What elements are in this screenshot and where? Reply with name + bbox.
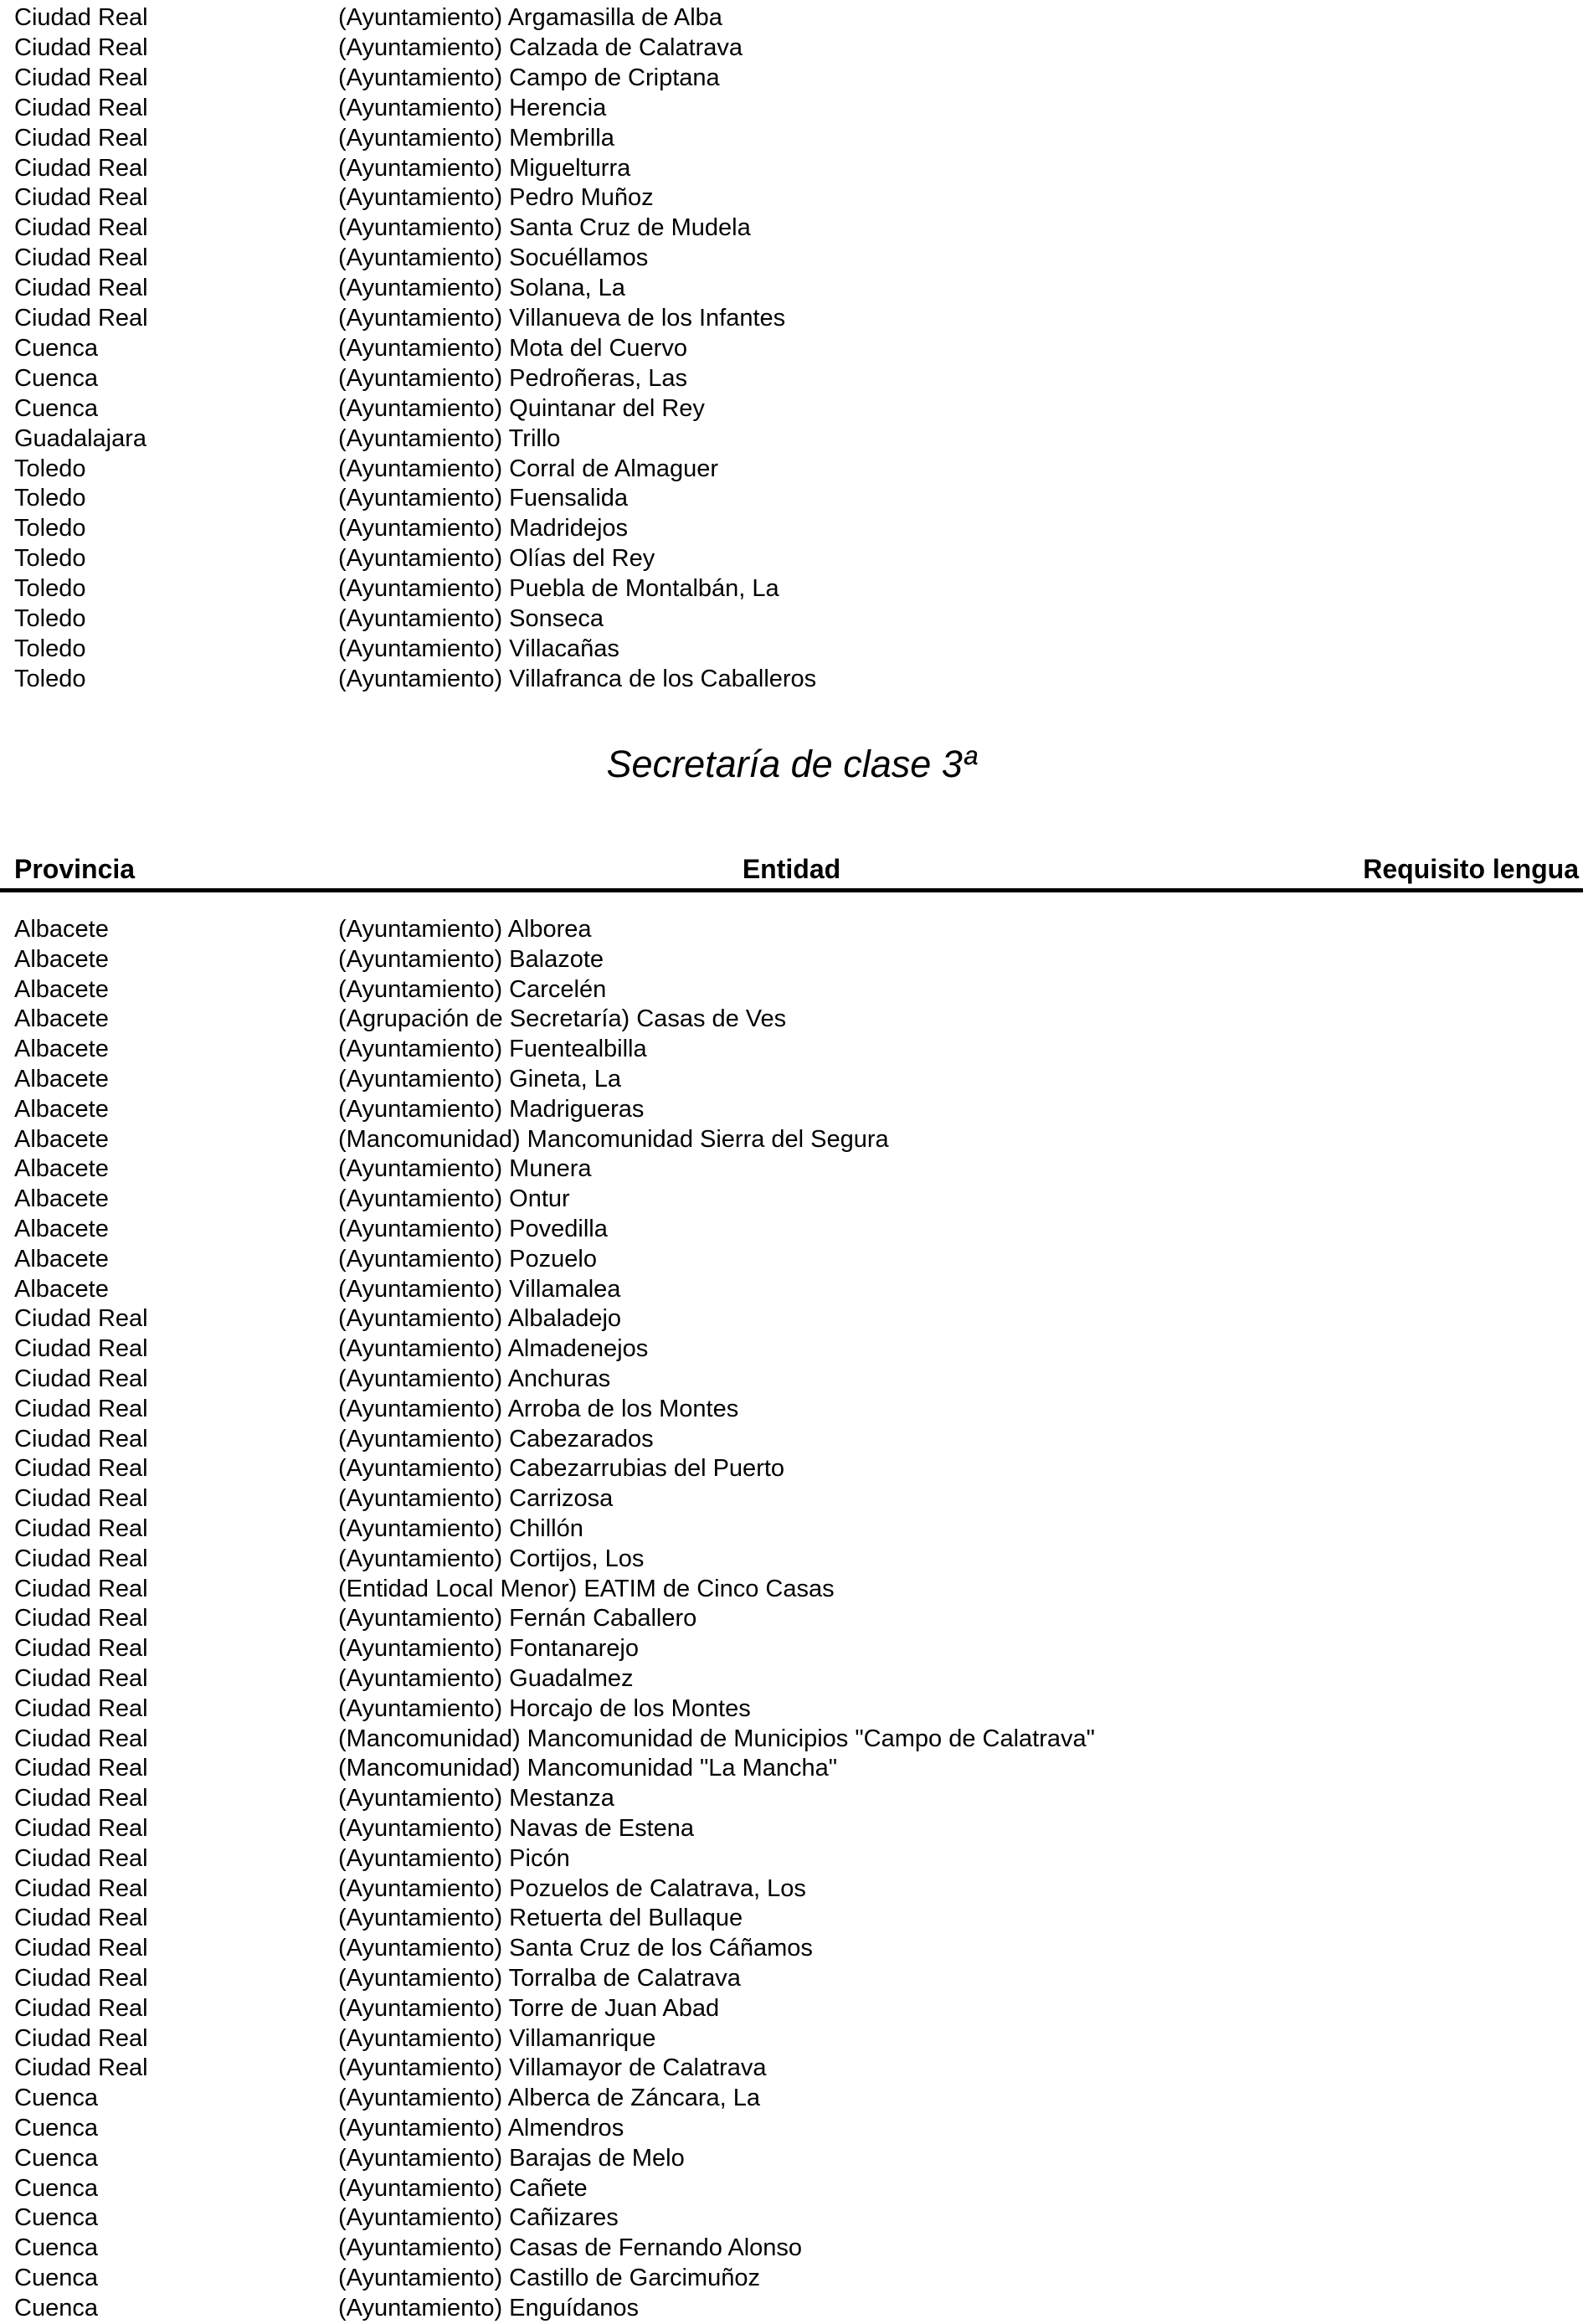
- table-row: [0, 273, 1583, 303]
- provincia-cell: Ciudad Real: [14, 1815, 148, 1842]
- provincia-cell: Cuenca: [14, 2265, 98, 2291]
- provincia-cell: Ciudad Real: [14, 1305, 148, 1333]
- table-row: [0, 303, 1583, 333]
- entidad-cell: (Ayuntamiento) Cabezarados: [338, 1425, 654, 1452]
- provincia-cell: Ciudad Real: [14, 1694, 148, 1722]
- entidad-cell: (Ayuntamiento) Solana, La: [338, 275, 625, 302]
- entidad-cell: (Ayuntamiento) Anchuras: [338, 1365, 611, 1392]
- table-row: [0, 1903, 1583, 1933]
- entidad-cell: (Ayuntamiento) Campo de Criptana: [338, 64, 720, 91]
- table-row: [0, 914, 1583, 944]
- table-row: [0, 33, 1583, 63]
- table-row: [0, 63, 1583, 93]
- table-row: [0, 2143, 1583, 2173]
- table-row: [0, 1274, 1583, 1304]
- entidad-cell: (Ayuntamiento) Sonseca: [338, 605, 604, 632]
- table-row: [0, 1094, 1583, 1124]
- provincia-cell: Albacete: [14, 1095, 109, 1123]
- table-row: [0, 393, 1583, 424]
- table-row: [0, 1453, 1583, 1483]
- table-row: [0, 1874, 1583, 1904]
- provincia-cell: Ciudad Real: [14, 1844, 148, 1872]
- provincia-cell: Ciudad Real: [14, 1575, 148, 1602]
- entidad-cell: (Ayuntamiento) Pozuelos de Calatrava, Los: [338, 1874, 806, 1902]
- entidad-cell: (Ayuntamiento) Trillo: [338, 424, 561, 452]
- table-row: [0, 604, 1583, 634]
- entidad-cell: (Ayuntamiento) Pozuelo: [338, 1245, 597, 1273]
- provincia-cell: Ciudad Real: [14, 124, 148, 152]
- entidad-cell: (Ayuntamiento) Picón: [338, 1844, 570, 1872]
- entidad-cell: (Ayuntamiento) Santa Cruz de Mudela: [338, 214, 751, 242]
- provincia-cell: Toledo: [14, 605, 86, 632]
- provincia-cell: Ciudad Real: [14, 1605, 148, 1632]
- table-row: [0, 2203, 1583, 2233]
- entidad-cell: (Ayuntamiento) Villanueva de los Infantes: [338, 305, 786, 332]
- entidad-cell: (Ayuntamiento) Guadalmez: [338, 1665, 634, 1692]
- table-row: [0, 1364, 1583, 1394]
- provincia-cell: Ciudad Real: [14, 1335, 148, 1363]
- table-row: [0, 2233, 1583, 2263]
- provincia-cell: Ciudad Real: [14, 1994, 148, 2022]
- provincia-cell: Ciudad Real: [14, 1545, 148, 1572]
- provincia-cell: Ciudad Real: [14, 4, 148, 31]
- entidad-cell: (Ayuntamiento) Torre de Juan Abad: [338, 1994, 720, 2022]
- table-row: [0, 1244, 1583, 1274]
- entidad-cell: (Ayuntamiento) Cortijos, Los: [338, 1545, 645, 1572]
- provincia-cell: Ciudad Real: [14, 275, 148, 302]
- table-row: [0, 1184, 1583, 1214]
- entidad-cell: (Ayuntamiento) Villamanrique: [338, 2024, 656, 2052]
- table-row: [0, 1574, 1583, 1604]
- entidad-cell: (Ayuntamiento) Horcajo de los Montes: [338, 1694, 751, 1722]
- provincia-cell: Ciudad Real: [14, 2024, 148, 2052]
- entidad-cell: (Agrupación de Secretaría) Casas de Ves: [338, 1005, 787, 1033]
- entidad-cell: (Ayuntamiento) Barajas de Melo: [338, 2144, 685, 2172]
- table-row: [0, 333, 1583, 363]
- entidad-cell: (Ayuntamiento) Quintanar del Rey: [338, 394, 705, 422]
- entidad-cell: (Ayuntamiento) Alberca de Záncara, La: [338, 2085, 761, 2112]
- table-row: [0, 363, 1583, 393]
- table-row: [0, 2263, 1583, 2293]
- entidad-cell: (Ayuntamiento) Navas de Estena: [338, 1815, 695, 1842]
- entidad-cell: (Ayuntamiento) Balazote: [338, 945, 604, 973]
- provincia-cell: Cuenca: [14, 364, 98, 392]
- entidad-cell: (Ayuntamiento) Madrigueras: [338, 1095, 645, 1123]
- table-row: [0, 3, 1583, 33]
- table-row: [0, 153, 1583, 183]
- provincia-cell: Ciudad Real: [14, 1874, 148, 1902]
- provincia-cell: Ciudad Real: [14, 2054, 148, 2082]
- entidad-cell: (Ayuntamiento) Membrilla: [338, 124, 614, 152]
- table-row: [0, 664, 1583, 694]
- provincia-cell: Toledo: [14, 545, 86, 573]
- provincia-cell: Albacete: [14, 1275, 109, 1303]
- table-row: [0, 1034, 1583, 1064]
- entidad-cell: (Ayuntamiento) Munera: [338, 1155, 592, 1183]
- provincia-cell: Albacete: [14, 1036, 109, 1063]
- entidad-cell: (Ayuntamiento) Fernán Caballero: [338, 1605, 697, 1632]
- table-row: [0, 1154, 1583, 1184]
- provincia-cell: Albacete: [14, 1125, 109, 1153]
- entidad-cell: (Ayuntamiento) Villamayor de Calatrava: [338, 2054, 767, 2082]
- provincia-cell: Ciudad Real: [14, 214, 148, 242]
- entidad-cell: (Ayuntamiento) Casas de Fernando Alonso: [338, 2234, 803, 2262]
- entidad-cell: (Ayuntamiento) Almadenejos: [338, 1335, 649, 1363]
- provincia-cell: Ciudad Real: [14, 1485, 148, 1513]
- provincia-cell: Albacete: [14, 945, 109, 973]
- table-row: [0, 2173, 1583, 2203]
- provincia-cell: Ciudad Real: [14, 33, 148, 61]
- entidad-cell: (Ayuntamiento) Cabezarrubias del Puerto: [338, 1455, 785, 1483]
- provincia-cell: Ciudad Real: [14, 94, 148, 121]
- table-row: [0, 213, 1583, 243]
- provincia-cell: Ciudad Real: [14, 1365, 148, 1392]
- entidad-cell: (Ayuntamiento) Cañete: [338, 2174, 588, 2202]
- provincia-cell: Toledo: [14, 575, 86, 603]
- table-row: [0, 1663, 1583, 1694]
- table-row: [0, 2113, 1583, 2143]
- entidad-cell: (Ayuntamiento) Mota del Cuervo: [338, 334, 687, 362]
- table-row: [0, 2293, 1583, 2323]
- provincia-cell: Ciudad Real: [14, 305, 148, 332]
- table-row: [0, 1724, 1583, 1754]
- provincia-cell: Ciudad Real: [14, 1515, 148, 1542]
- table-row: [0, 634, 1583, 664]
- header-rule: [0, 888, 1583, 892]
- table-row: [0, 1064, 1583, 1094]
- provincia-cell: Ciudad Real: [14, 1725, 148, 1752]
- entidad-cell: (Ayuntamiento) Carrizosa: [338, 1485, 614, 1513]
- entidad-cell: (Ayuntamiento) Gineta, La: [338, 1066, 621, 1093]
- entidad-cell: (Ayuntamiento) Villacañas: [338, 635, 619, 662]
- table-row: [0, 974, 1583, 1005]
- provincia-cell: Ciudad Real: [14, 1635, 148, 1663]
- provincia-cell: Ciudad Real: [14, 64, 148, 91]
- table-row: [0, 543, 1583, 573]
- entidad-cell: (Mancomunidad) Mancomunidad "La Mancha": [338, 1755, 838, 1782]
- table-row: [0, 1633, 1583, 1663]
- entidad-cell: (Ayuntamiento) Mestanza: [338, 1785, 614, 1812]
- table-row: [0, 93, 1583, 123]
- table-row: [0, 1214, 1583, 1244]
- entidad-cell: (Ayuntamiento) Argamasilla de Alba: [338, 4, 722, 31]
- table-row: [0, 1933, 1583, 1963]
- table-row: [0, 1603, 1583, 1633]
- entidad-cell: (Ayuntamiento) Ontur: [338, 1185, 570, 1213]
- provincia-cell: Cuenca: [14, 2085, 98, 2112]
- table-row: [0, 944, 1583, 974]
- table-row: [0, 2083, 1583, 2113]
- provincia-cell: Cuenca: [14, 2144, 98, 2172]
- entidad-cell: (Ayuntamiento) Retuerta del Bullaque: [338, 1905, 743, 1932]
- entidad-cell: (Ayuntamiento) Villafranca de los Caballeros: [338, 665, 817, 692]
- table-row: [0, 1783, 1583, 1813]
- table-row: [0, 1394, 1583, 1424]
- entidad-cell: (Mancomunidad) Mancomunidad de Municipios "Campo de Calatrava": [338, 1725, 1095, 1752]
- provincia-cell: Ciudad Real: [14, 1785, 148, 1812]
- provincia-cell: Toledo: [14, 485, 86, 512]
- entidad-cell: (Ayuntamiento) Enguídanos: [338, 2294, 639, 2321]
- header-provincia: Provincia: [14, 854, 136, 884]
- provincia-cell: Toledo: [14, 455, 86, 482]
- table-row: [0, 1483, 1583, 1514]
- table-row: [0, 513, 1583, 543]
- provincia-cell: Cuenca: [14, 2234, 98, 2262]
- table-row: [0, 1963, 1583, 1993]
- entidad-cell: (Ayuntamiento) Pedroñeras, Las: [338, 364, 687, 392]
- table-row: [0, 424, 1583, 454]
- table-row: [0, 1514, 1583, 1544]
- provincia-cell: Ciudad Real: [14, 1965, 148, 1992]
- provincia-cell: Albacete: [14, 1245, 109, 1273]
- header-entidad: Entidad: [742, 854, 841, 884]
- table-row: [0, 1694, 1583, 1724]
- provincia-cell: Albacete: [14, 1066, 109, 1093]
- provincia-cell: Cuenca: [14, 334, 98, 362]
- entidad-cell: (Ayuntamiento) Villamalea: [338, 1275, 621, 1303]
- entidad-cell: (Ayuntamiento) Torralba de Calatrava: [338, 1965, 741, 1992]
- entidad-cell: (Ayuntamiento) Cañizares: [338, 2204, 619, 2232]
- entidad-cell: (Ayuntamiento) Herencia: [338, 94, 607, 121]
- entidad-cell: (Ayuntamiento) Carcelén: [338, 975, 607, 1003]
- provincia-cell: Ciudad Real: [14, 1935, 148, 1962]
- table-row: [0, 573, 1583, 604]
- provincia-cell: Cuenca: [14, 2204, 98, 2232]
- entidad-cell: (Ayuntamiento) Chillón: [338, 1515, 583, 1542]
- provincia-cell: Ciudad Real: [14, 1665, 148, 1692]
- entidad-cell: (Ayuntamiento) Madridejos: [338, 515, 629, 542]
- table-row: [0, 1544, 1583, 1574]
- provincia-cell: Ciudad Real: [14, 184, 148, 212]
- table-row: [0, 2023, 1583, 2054]
- entidad-cell: (Ayuntamiento) Santa Cruz de los Cáñamos: [338, 1935, 813, 1962]
- entidad-cell: (Ayuntamiento) Alborea: [338, 916, 592, 943]
- provincia-cell: Toledo: [14, 665, 86, 692]
- entidad-cell: (Mancomunidad) Mancomunidad Sierra del Segura: [338, 1125, 889, 1153]
- entidad-cell: (Ayuntamiento) Socuéllamos: [338, 244, 649, 272]
- table-row: [0, 1813, 1583, 1843]
- provincia-cell: Ciudad Real: [14, 1395, 148, 1422]
- table-row: [0, 183, 1583, 213]
- table-row: [0, 1424, 1583, 1454]
- entidad-cell: (Ayuntamiento) Puebla de Montalbán, La: [338, 575, 779, 603]
- provincia-cell: Albacete: [14, 916, 109, 943]
- provincia-cell: Ciudad Real: [14, 244, 148, 272]
- entidad-cell: (Ayuntamiento) Povedilla: [338, 1216, 608, 1242]
- provincia-cell: Ciudad Real: [14, 1425, 148, 1452]
- entidad-cell: (Ayuntamiento) Fuensalida: [338, 485, 629, 512]
- entidad-cell: (Ayuntamiento) Fontanarejo: [338, 1635, 639, 1663]
- section-title: Secretaría de clase 3ª: [606, 743, 977, 785]
- provincia-cell: Albacete: [14, 1185, 109, 1213]
- table-row: [0, 2053, 1583, 2083]
- provincia-cell: Cuenca: [14, 2174, 98, 2202]
- table-row: [0, 1843, 1583, 1874]
- provincia-cell: Ciudad Real: [14, 1455, 148, 1483]
- table-row: [0, 483, 1583, 513]
- table-row: [0, 1004, 1583, 1034]
- header-requisito-lengua: Requisito lengua: [1363, 854, 1579, 884]
- provincia-cell: Ciudad Real: [14, 1905, 148, 1932]
- entidad-cell: (Ayuntamiento) Calzada de Calatrava: [338, 33, 743, 61]
- entidad-cell: (Ayuntamiento) Castillo de Garcimuñoz: [338, 2265, 760, 2291]
- table-row: [0, 123, 1583, 153]
- entidad-cell: (Ayuntamiento) Fuentealbilla: [338, 1036, 647, 1063]
- provincia-cell: Toledo: [14, 635, 86, 662]
- table-row: [0, 1753, 1583, 1783]
- provincia-cell: Toledo: [14, 515, 86, 542]
- entidad-cell: (Ayuntamiento) Miguelturra: [338, 154, 631, 182]
- provincia-cell: Albacete: [14, 975, 109, 1003]
- entidad-cell: (Entidad Local Menor) EATIM de Cinco Casas: [338, 1575, 835, 1602]
- provincia-cell: Ciudad Real: [14, 1755, 148, 1782]
- provincia-cell: Guadalajara: [14, 424, 146, 452]
- provincia-cell: Cuenca: [14, 2294, 98, 2321]
- table-row: [0, 1993, 1583, 2023]
- entidad-cell: (Ayuntamiento) Almendros: [338, 2115, 624, 2141]
- entidad-cell: (Ayuntamiento) Arroba de los Montes: [338, 1395, 739, 1422]
- provincia-cell: Cuenca: [14, 394, 98, 422]
- entidad-cell: (Ayuntamiento) Olías del Rey: [338, 545, 655, 573]
- column-headers: [0, 852, 1583, 886]
- provincia-cell: Albacete: [14, 1155, 109, 1183]
- table-row: [0, 1124, 1583, 1154]
- provincia-cell: Albacete: [14, 1216, 109, 1242]
- provincia-cell: Cuenca: [14, 2115, 98, 2141]
- entidad-cell: (Ayuntamiento) Corral de Almaguer: [338, 455, 719, 482]
- entidad-cell: (Ayuntamiento) Pedro Muñoz: [338, 184, 654, 212]
- provincia-cell: Albacete: [14, 1005, 109, 1033]
- table-row: [0, 454, 1583, 484]
- entidad-cell: (Ayuntamiento) Albaladejo: [338, 1305, 622, 1333]
- provincia-cell: Ciudad Real: [14, 154, 148, 182]
- table-row: [0, 1334, 1583, 1364]
- table-row: [0, 1303, 1583, 1334]
- table-row: [0, 243, 1583, 273]
